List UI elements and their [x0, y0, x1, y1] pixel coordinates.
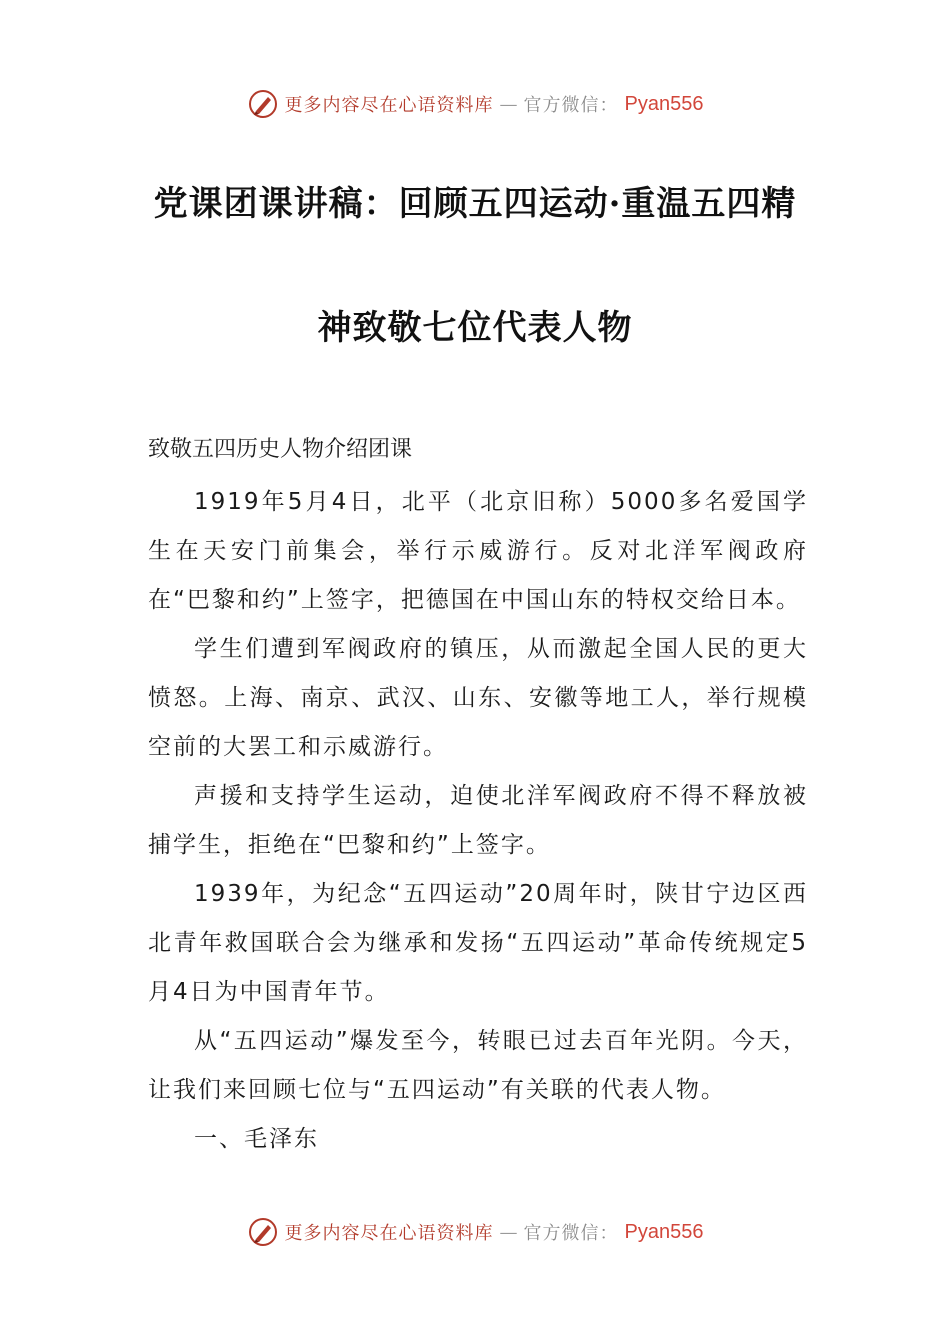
banner-wechat-label: 官方微信：	[523, 95, 619, 116]
paragraph: 从“五四运动”爆发至今，转眼已过去百年光阴。今天，让我们来回顾七位与“五四运动”有关联的代表人物。	[148, 1028, 808, 1103]
footer-banner	[0, 1212, 950, 1252]
document-body	[148, 478, 808, 1164]
banner-dash: —	[499, 1221, 518, 1243]
section-label: 一、毛泽东	[194, 1126, 319, 1152]
header-banner	[0, 84, 950, 124]
banner-dash: —	[499, 93, 518, 115]
paragraph: 1919年5月4日，北平（北京旧称）5000多名爱国学生在天安门前集会，举行示威游行。反对北洋军阀政府在“巴黎和约”上签字，把德国在中国山东的特权交给日本。	[148, 489, 808, 613]
banner-prefix: 更多内容尽在心语资料库	[284, 1223, 494, 1244]
document-title-line-1: 党课团课讲稿：回顾五四运动·重温五四精	[153, 184, 797, 224]
paragraph: 1939年，为纪念“五四运动”20周年时，陕甘宁边区西北青年救国联合会为继承和发扬“五四运动”革命传统规定5月4日为中国青年节。	[148, 881, 808, 1005]
document-title-line-2: 神致敬七位代表人物	[317, 308, 633, 348]
paragraph: 声援和支持学生运动，迫使北洋军阀政府不得不释放被捕学生，拒绝在“巴黎和约”上签字。	[148, 783, 808, 858]
paragraph: 学生们遭到军阀政府的镇压，从而激起全国人民的更大愤怒。上海、南京、武汉、山东、安徽等地工人，举行规模空前的大罢工和示威游行。	[148, 636, 808, 760]
pen-logo-icon	[247, 1216, 279, 1248]
banner-wechat-id: Pyan556	[624, 92, 704, 115]
banner-wechat-id: Pyan556	[624, 1220, 704, 1243]
pen-logo-icon	[247, 88, 279, 120]
document-subheading: 致敬五四历史人物介绍团课	[148, 437, 413, 462]
banner-prefix: 更多内容尽在心语资料库	[284, 95, 494, 116]
banner-wechat-label: 官方微信：	[523, 1223, 619, 1244]
